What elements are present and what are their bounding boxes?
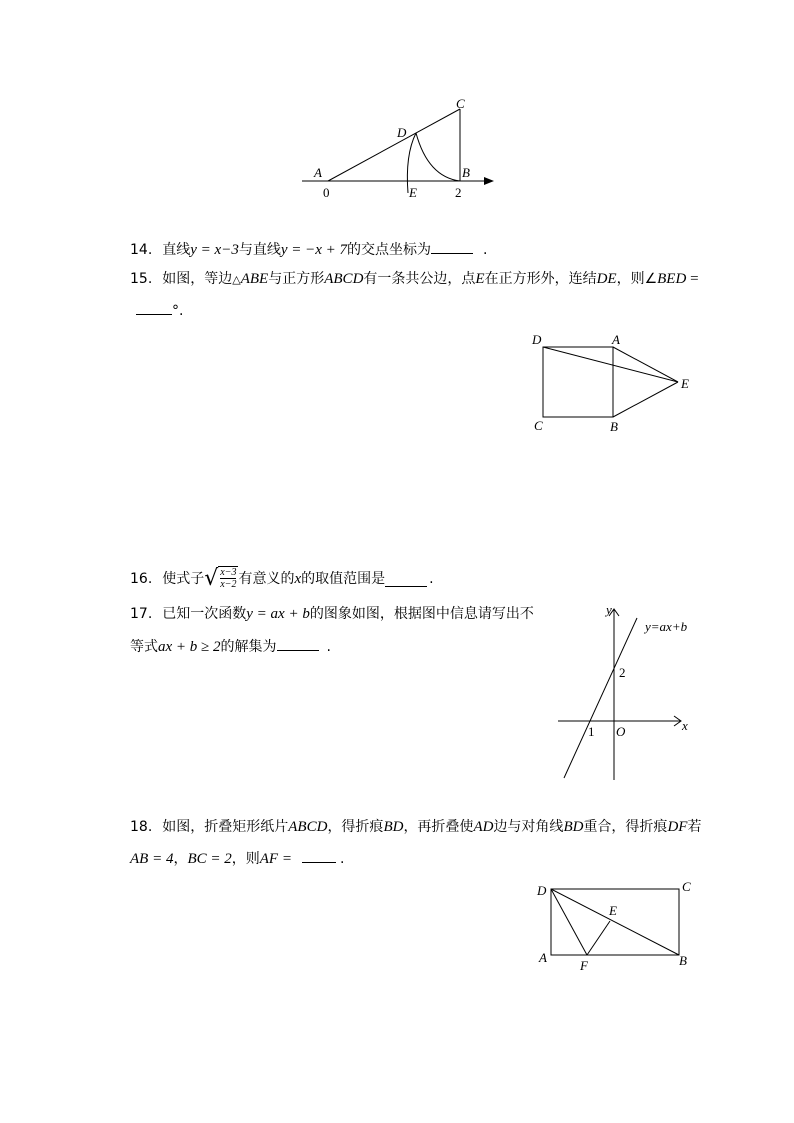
question-number: 14. [130, 242, 153, 258]
text: 等式 [130, 639, 158, 655]
question-15-line2 [136, 300, 183, 321]
text: 若 [687, 819, 702, 835]
text: 已知一次函数 [162, 606, 247, 622]
answer-blank[interactable] [431, 239, 473, 254]
arc-BD [416, 133, 460, 181]
period: . [339, 851, 345, 867]
math: BD [563, 819, 584, 835]
diagonal-BD [551, 889, 679, 955]
label-D: D [397, 125, 407, 140]
text: 的解集为 [220, 639, 277, 655]
math: BC = 2 [187, 851, 232, 867]
equation-1: y = x−3 [190, 242, 239, 258]
math: AB = 4 [130, 851, 174, 867]
text: 有意义的 [238, 571, 295, 587]
label-D: D [532, 332, 542, 347]
label-A: A [314, 165, 322, 180]
answer-blank[interactable] [277, 636, 319, 651]
segment-DE [543, 347, 678, 382]
label-C: C [534, 418, 543, 433]
question-number: 15. [130, 271, 153, 287]
x-axis-arrow [484, 177, 494, 185]
numerator: x−3 [220, 567, 237, 578]
figure-q18 [534, 878, 699, 978]
label-origin: O [616, 724, 626, 739]
arc-DE [407, 133, 416, 193]
question-18-line2 [130, 848, 344, 869]
answer-blank[interactable] [385, 572, 427, 587]
segment-BE [613, 382, 678, 417]
period: . [429, 571, 434, 587]
text: ，则∠ [616, 271, 658, 287]
question-17-line2 [130, 636, 331, 657]
math: BD [383, 819, 404, 835]
tick-label-0: 0 [323, 185, 330, 200]
label-y: y [606, 602, 612, 617]
math: ABCD [324, 271, 364, 287]
label-B: B [462, 165, 470, 180]
math: ABCD [288, 819, 328, 835]
text: 与正方形 [268, 271, 325, 287]
text: 的交点坐标为 [347, 242, 432, 258]
label-2: 2 [619, 665, 626, 680]
question-14 [130, 239, 487, 260]
answer-blank[interactable] [136, 300, 172, 315]
period: . [483, 242, 488, 258]
figure-q13 [290, 95, 510, 205]
text: 的图象如图，根据图中信息请写出不 [309, 606, 534, 622]
text: ， [173, 851, 188, 867]
question-18 [130, 817, 701, 837]
text: ，再折叠使 [403, 819, 474, 835]
label-D: D [537, 883, 547, 898]
label-B: B [610, 419, 618, 434]
radical-expression [204, 566, 238, 592]
segment-EF [587, 921, 610, 955]
text: 直线 [162, 242, 191, 258]
degree-end: °. [172, 303, 184, 319]
figure-q17 [552, 600, 702, 785]
period: . [326, 639, 331, 655]
radical-sign: √ [204, 566, 219, 591]
text: 边与对角线 [493, 819, 564, 835]
math: AD [473, 819, 494, 835]
question-17 [130, 604, 534, 624]
label-A: A [539, 950, 547, 965]
math: BED [657, 271, 687, 287]
equals: = [686, 271, 699, 287]
label-1: 1 [588, 724, 595, 739]
tick-label-2: 2 [455, 185, 462, 200]
inequality: ax + b ≥ 2 [158, 639, 221, 655]
text: 与直线 [238, 242, 281, 258]
text: 在正方形外，连结 [484, 271, 597, 287]
crease-DF [551, 889, 587, 955]
question-16 [130, 562, 434, 596]
math: ABE [240, 271, 269, 287]
question-number: 18. [130, 819, 153, 835]
text: 如图，折叠矩形纸片 [162, 819, 289, 835]
math: AF = [259, 851, 292, 867]
label-E: E [609, 903, 617, 918]
text: 如图，等边 [162, 271, 233, 287]
text: 的取值范围是 [301, 571, 386, 587]
segment-AE [613, 347, 678, 382]
triangle-symbol: △ [232, 273, 241, 286]
label-x: x [682, 718, 688, 733]
figure-q15 [528, 332, 698, 437]
label-B: B [679, 953, 687, 968]
text: ，得折痕 [327, 819, 384, 835]
text: 使式子 [162, 571, 205, 587]
segment-AC [328, 109, 460, 181]
question-15 [130, 269, 699, 290]
label-E: E [681, 376, 689, 391]
line-equation-label: y=ax+b [645, 619, 688, 634]
label-A: A [612, 332, 620, 347]
label-E: E [409, 185, 417, 200]
label-F: F [580, 958, 588, 973]
equation-2: y = −x + 7 [280, 242, 348, 258]
text: ，则 [231, 851, 260, 867]
math: DF [667, 819, 688, 835]
math: x [294, 571, 302, 587]
question-number: 17. [130, 606, 153, 622]
answer-blank[interactable] [302, 848, 336, 863]
label-C: C [456, 96, 465, 111]
denominator: x−2 [220, 579, 237, 590]
text: 重合，得折痕 [583, 819, 668, 835]
graph-line [564, 618, 637, 778]
math: DE [596, 271, 617, 287]
math: E [475, 271, 485, 287]
question-number: 16. [130, 571, 153, 587]
text: 有一条共公边，点 [363, 271, 476, 287]
square-ABCD [543, 347, 613, 417]
equation: y = ax + b [246, 606, 310, 622]
label-C: C [682, 879, 691, 894]
